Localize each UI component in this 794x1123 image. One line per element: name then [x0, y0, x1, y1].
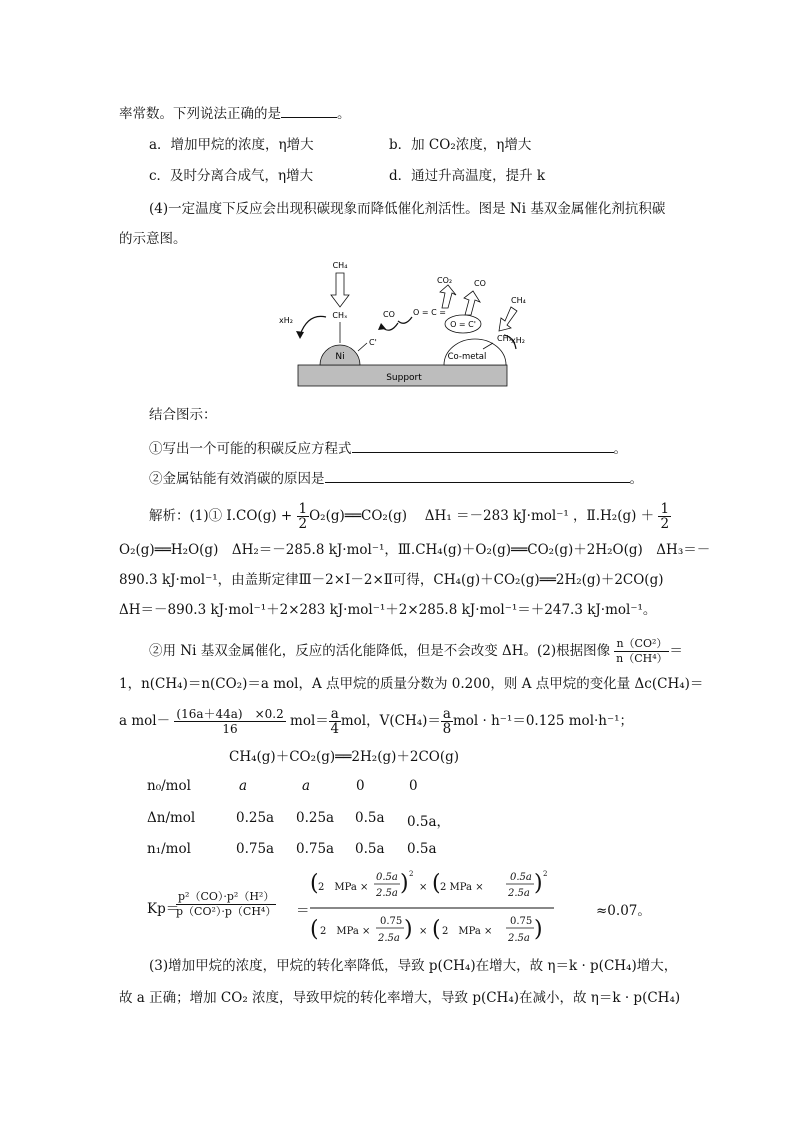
row-0-label: n₀/mol [147, 778, 191, 794]
chx-right-label: CHₓ [497, 334, 513, 343]
analysis-line-2: O₂(g)══H₂O(g) ΔH₂＝－285.8 kJ·mol⁻¹，Ⅲ.CH₄(g)＋O₂(g)══CO₂(g)＋2H₂O(g) ΔH₃＝－ [119, 542, 711, 558]
question-4-line2: 的示意图。 [119, 231, 187, 247]
analysis-line-4: ΔH＝－890.3 kJ·mol⁻¹＋2×283 kJ·mol⁻¹＋2×285.8 kJ·mol⁻¹＝＋247.3 kJ·mol⁻¹。 [119, 602, 657, 618]
row-2-c4: 0.5a [407, 841, 437, 857]
xh2-left-arrowhead [296, 331, 304, 339]
c-left-label: C' [369, 338, 377, 347]
xh2-left-label: xH₂ [279, 316, 293, 325]
num-sq-1: 2 [409, 870, 414, 878]
den-paren-open-1: ( [310, 917, 319, 942]
row-0-c2: a [302, 778, 311, 794]
row-2-label: n₁/mol [147, 841, 191, 857]
chx-left-label: CHₓ [332, 311, 348, 320]
question-4-line1: (4)一定温度下反应会出现积碳现象而降低催化剂活性。图是 Ni 基双金属催化剂抗积碳 [149, 201, 666, 217]
co-arrowhead-1 [378, 323, 386, 330]
answer-blank [281, 103, 337, 118]
den-2mpa-1: 2 MPa × [320, 926, 371, 937]
co-metal-label: Co-metal [447, 352, 487, 362]
den-075-2: 0.75 [510, 916, 533, 927]
row-0-c3: 0 [356, 778, 365, 794]
analysis-line-1: 解析：(1)① Ⅰ.CO(g) + $\frac{1}{2}$ O₂(g)══CO₂(g) ΔH₁ ＝－283 kJ·mol⁻¹ ，Ⅱ.H₂(g) ＋ $\frac{1}{2}$ [149, 501, 670, 532]
xh2-right-label: xH₂ [511, 336, 525, 345]
den-paren-close-2: ) [534, 917, 543, 942]
option-b: b．加 CO₂浓度，η增大 [389, 137, 532, 153]
o-eq-c-label: O = C = [413, 308, 446, 317]
kp-result: ≈0.07。 [596, 903, 651, 919]
row-1-c1: 0.25a [236, 810, 275, 826]
num-paren-open-1: ( [310, 871, 319, 896]
option-c: c．及时分离合成气，η增大 [149, 168, 314, 184]
den-paren-open-2: ( [432, 917, 441, 942]
fraction-half-1: $\frac{1}{2}$ [298, 501, 308, 532]
co-label-1: CO [383, 310, 395, 319]
combine-label: 结合图示： [149, 407, 217, 423]
analysis-line-7: a mol－ $\frac{(16a+44a) \times 0.2}{16}$ mol＝ $\frac{a}{4}$ mol，V(CH₄)＝ $\frac{a}{8}$ mol · h⁻¹＝0.125 mol·h⁻¹； [119, 706, 634, 737]
row-2-c1: 0.75a [236, 841, 275, 857]
kp-fraction: $\frac{\text{p²（CO）·p²（H²）}}{\text{p（CO²）·p（CH⁴）}}$ [176, 890, 277, 918]
answer-blank-4-2 [325, 468, 630, 483]
row-2-c2: 0.75a [296, 841, 335, 857]
co2-label: CO₂ [437, 276, 453, 285]
den-075-1: 0.75 [380, 916, 403, 927]
kp-label: Kp＝ [147, 901, 180, 917]
fraction-ratio: $\frac{\text{n（CO²）}}{\text{n（CH⁴）}}$ [616, 637, 668, 665]
row-1-c3: 0.5a [355, 810, 385, 826]
den-times: × [419, 926, 428, 937]
num-paren-close-2: ) [534, 871, 543, 896]
ch4-right-arrow [499, 307, 517, 331]
fraction-half-2: $\frac{1}{2}$ [660, 501, 670, 532]
o-eq-c-arrow [398, 317, 412, 323]
num-sq-2: 2 [543, 870, 548, 878]
analysis-line-8: (3)增加甲烷的浓度，甲烷的转化率降低，导致 p(CH₄)在增大，故 η＝k · p(CH₄)增大， [149, 958, 678, 974]
c-left-bond [358, 343, 367, 351]
question-4-1: ①写出一个可能的积碳反应方程式 。 [149, 438, 627, 459]
ni-label: Ni [335, 352, 345, 362]
support-label: Support [386, 373, 422, 383]
num-times: × [419, 882, 428, 893]
num-paren-close-1: ) [400, 871, 409, 896]
co-up-arrow [464, 291, 480, 315]
reaction-equation: CH₄(g)＋CO₂(g)══2H₂(g)＋2CO(g) [229, 749, 460, 765]
ch4-top-label: CH₄ [332, 261, 348, 270]
fraction-a-8: $\frac{a}{8}$ [442, 706, 452, 737]
option-a: a．增加甲烷的浓度，η增大 [149, 137, 314, 153]
question-4-2: ②金属钴能有效消碳的原因是 。 [149, 468, 643, 489]
row-1-c2: 0.25a [296, 810, 335, 826]
num-25a-2: 2.5a [508, 888, 530, 899]
num-2mpa-2: 2 MPa × [440, 882, 484, 893]
co-label-2: CO [474, 279, 486, 288]
row-1-label: Δn/mol [147, 810, 196, 826]
fraction-mass: $\frac{(16a+44a) \times 0.2}{16}$ [176, 707, 284, 736]
xh2-left-arrow [300, 316, 326, 335]
fraction-a-4: $\frac{a}{4}$ [330, 706, 340, 737]
num-05a-2: 0.5a [510, 872, 532, 883]
den-paren-close-1: ) [404, 917, 413, 942]
num-05a-1: 0.5a [376, 872, 398, 883]
analysis-line-5: ②用 Ni 基双金属催化，反应的活化能降低，但是不会改变 ΔH。(2)根据图像 $\frac{\text{n（CO²）}}{\text{n（CH⁴）}}$ ＝ [149, 637, 683, 665]
co2-up-arrow [440, 285, 456, 308]
den-25a-2: 2.5a [508, 933, 530, 944]
row-2-c3: 0.5a [355, 841, 385, 857]
row-0-c4: 0 [409, 778, 418, 794]
row-1-c4: 0.5a， [407, 814, 451, 830]
row-0-c1: a [239, 778, 248, 794]
answer-blank-4-1 [352, 438, 614, 453]
analysis-line-9: 故 a 正确；增加 CO₂ 浓度，导致甲烷的转化率增大，导致 p(CH₄)在减小，故 η＝k · p(CH₄) [119, 990, 681, 1006]
question-intro: 率常数。下列说法正确的是 。 [119, 103, 351, 124]
num-paren-open-2: ( [432, 871, 441, 896]
num-2mpa-1: 2 MPa × [318, 882, 369, 893]
option-d: d．通过升高温度，提升 k [389, 168, 546, 184]
kp-equals: ＝ [296, 903, 310, 919]
ch4-right-label: CH₄ [511, 296, 526, 305]
num-25a-1: 2.5a [376, 888, 398, 899]
den-25a-1: 2.5a [378, 933, 400, 944]
ch4-down-arrow [331, 273, 349, 307]
catalyst-diagram [270, 255, 530, 395]
analysis-line-6: 1，n(CH₄)＝n(CO₂)＝a mol，A 点甲烷的质量分数为 0.200，则 A 点甲烷的变化量 Δc(CH₄)＝ [119, 676, 704, 692]
analysis-line-3: 890.3 kJ·mol⁻¹，由盖斯定律Ⅲ－2×Ⅰ－2×Ⅱ可得，CH₄(g)＋CO₂(g)══2H₂(g)＋2CO(g) [119, 572, 664, 588]
kp-big-fraction [308, 868, 598, 952]
den-2mpa-2: 2 MPa × [442, 926, 493, 937]
o-c-label: O = C' [450, 320, 476, 329]
